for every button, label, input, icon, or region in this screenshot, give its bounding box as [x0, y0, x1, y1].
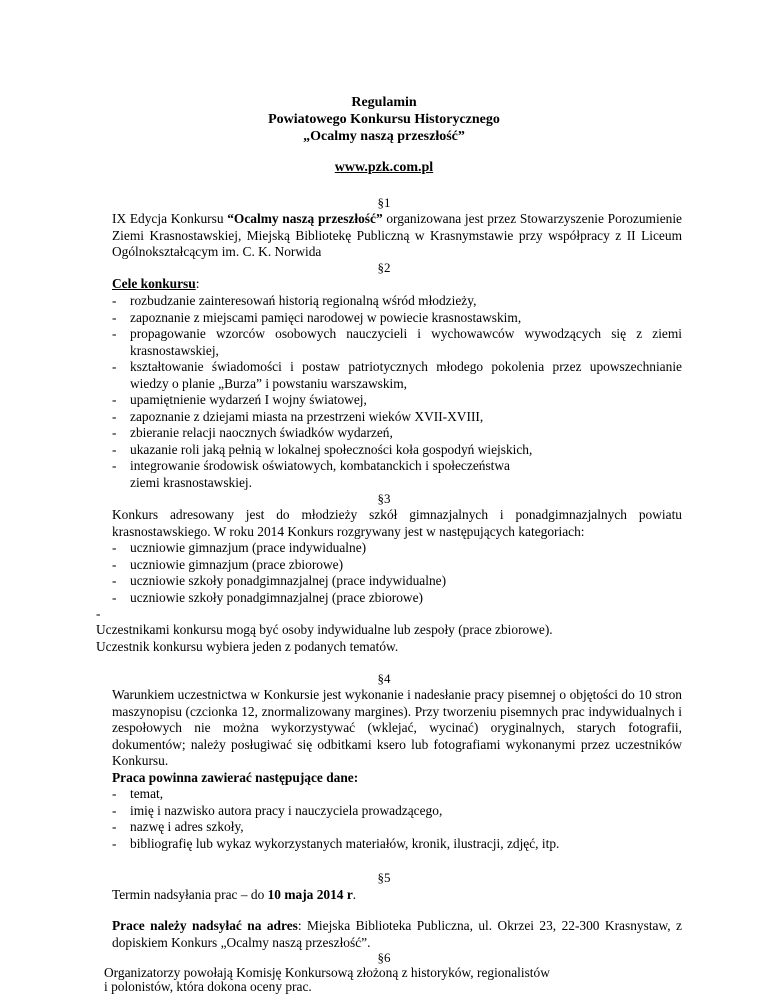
goal-item: zapoznanie z miejscami pamięci narodowej w powiecie krasnostawskim, — [130, 310, 522, 325]
section-1-mark: §1 — [377, 195, 391, 210]
goals-heading: Cele konkursu: — [112, 276, 200, 291]
work-content-item: nazwę i adres szkoły, — [130, 819, 244, 834]
list-dash: - — [112, 442, 117, 457]
work-contents-heading: Praca powinna zawierać następujące dane: — [112, 770, 359, 785]
section-3-mark: §3 — [377, 491, 391, 506]
section-4-mark: §4 — [377, 671, 391, 686]
website-link[interactable]: www.pzk.com.pl — [334, 160, 434, 175]
goal-item: zbieranie relacji naocznych świadków wydarzeń, — [130, 425, 393, 440]
category-item: uczniowie szkoły ponadgimnazjalnej (prace zbiorowe) — [130, 590, 423, 605]
section-4-text: Warunkiem uczestnictwa w Konkursie jest wykonanie i nadesłanie pracy pisemnej o objętości do 10 stron maszynopisu (czcionka 12, znormalizowany margines). Przy tworzeniu pisemnych prac indywidualnych i zespołowych nie można wykorzystywać (wklejać, wycinać) oryginalnych, starych fotografii, dokumentów; należy posługiwać się odbitkami ksero lub fotografiami wykonanymi przez uczestników Konkursu. — [112, 687, 682, 769]
list-dash: - — [112, 310, 117, 325]
goal-item: zapoznanie z dziejami miasta na przestrzeni wieków XVII-XVIII, — [130, 409, 484, 424]
section-2-mark: §2 — [377, 260, 391, 275]
category-item: uczniowie szkoły ponadgimnazjalnej (prace indywidualne) — [130, 573, 447, 588]
section-3-intro: Konkurs adresowany jest do młodzieży szkół gimnazjalnych i ponadgimnazjalnych powiatu krasnostawskiego. W roku 2014 Konkurs rozgrywany jest w następujących kategoriach: — [112, 507, 682, 539]
goal-item: rozbudzanie zainteresowań historią regionalną wśród młodzieży, — [130, 293, 477, 308]
list-dash: - — [112, 409, 117, 424]
list-dash: - — [112, 458, 117, 473]
list-dash: - — [112, 425, 117, 440]
doc-title-contest: Powiatowego Konkursu Historycznego — [268, 112, 500, 127]
section-1-text: IX Edycja Konkursu “Ocalmy naszą przeszłość” organizowana jest przez Stowarzyszenie Porozumienie Ziemi Krasnostawskiej, Miejską Bibliotekę Publiczną w Krasnymstawie przy współpracy z II Liceum Ogólnokształcącym im. C. K. Norwida — [112, 211, 682, 260]
list-dash: - — [112, 803, 117, 818]
list-dash: - — [112, 540, 117, 555]
participants-line: Uczestnikami konkursu mogą być osoby indywidualne lub zespoły (prace zbiorowe). — [96, 622, 553, 637]
goal-item: integrowanie środowisk oświatowych, kombatanckich i społeczeństwa ziemi krasnostawskiej. — [130, 458, 510, 490]
work-content-item: imię i nazwisko autora pracy i nauczyciela prowadzącego, — [130, 803, 443, 818]
list-dash: - — [112, 557, 117, 572]
goal-item: kształtowanie świadomości i postaw patriotycznych młodego pokolenia przez upowszechnianie wiedzy o planie „Burza” i powstaniu warszawskim, — [130, 359, 682, 391]
list-dash: - — [112, 573, 117, 588]
work-content-item: bibliografię lub wykaz wykorzystanych materiałów, kronik, ilustracji, zdjęć, itp. — [130, 836, 560, 851]
category-item: uczniowie gimnazjum (prace zbiorowe) — [130, 557, 344, 572]
topic-choice-line: Uczestnik konkursu wybiera jeden z podanych tematów. — [96, 639, 399, 654]
list-dash: - — [112, 359, 117, 374]
goal-item: ukazanie roli jaką pełnią w lokalnej społeczności koła gospodyń wiejskich, — [130, 442, 533, 457]
list-dash: - — [112, 819, 117, 834]
goal-item: upamiętnienie wydarzeń I wojny światowej, — [130, 392, 367, 407]
section-6-mark: §6 — [377, 950, 391, 965]
list-dash: - — [112, 786, 117, 801]
category-item: uczniowie gimnazjum (prace indywidualne) — [130, 540, 367, 555]
list-dash: - — [112, 590, 117, 605]
list-dash: - — [112, 293, 117, 308]
work-content-item: temat, — [130, 786, 164, 801]
list-dash: - — [112, 326, 117, 341]
doc-title-motto: „Ocalmy naszą przeszłość” — [303, 129, 465, 144]
section-5-mark: §5 — [377, 870, 391, 885]
address-text: Prace należy nadsyłać na adres: Miejska Biblioteka Publiczna, ul. Okrzei 23, 22-300 Krasnystaw, z dopiskiem Konkurs „Ocalmy naszą przeszłość”. — [112, 918, 682, 950]
list-dash: - — [112, 836, 117, 851]
list-dash: - — [96, 606, 101, 621]
jury-line-1: Organizatorzy powołają Komisję Konkursową złożoną z historyków, regionalistów — [104, 965, 550, 980]
jury-line-2: i polonistów, która dokona oceny prac. — [104, 979, 312, 994]
deadline-line: Termin nadsyłania prac – do 10 maja 2014 r. — [112, 887, 357, 902]
list-dash: - — [112, 392, 117, 407]
goal-item: propagowanie wzorców osobowych nauczycieli i wychowawców wywodzących się z ziemi krasnostawskiej, — [130, 326, 682, 358]
doc-title-regulamin: Regulamin — [351, 95, 417, 110]
